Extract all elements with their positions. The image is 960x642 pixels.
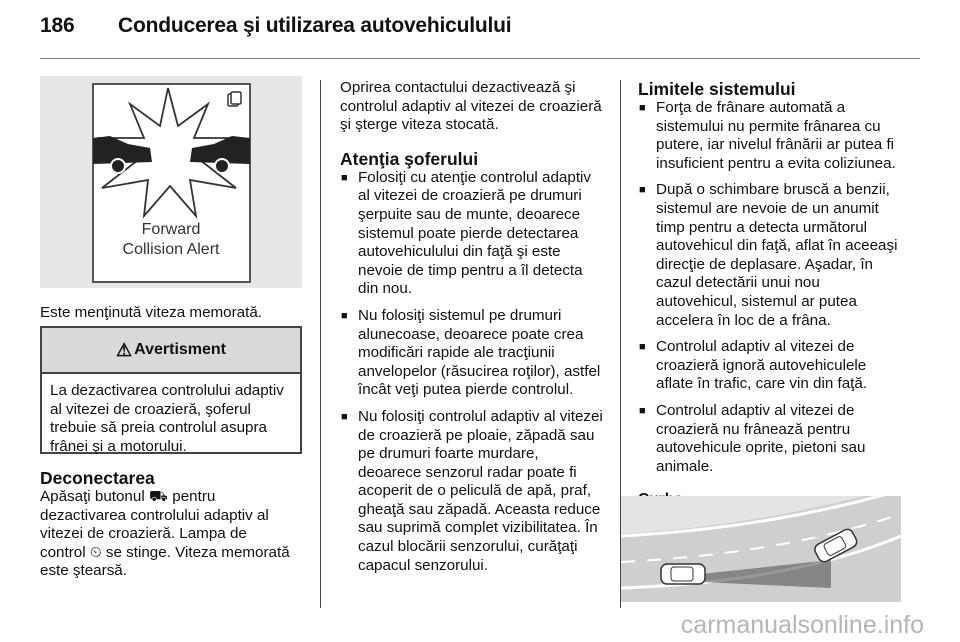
- disconnect-line5: este ştearsă.: [40, 562, 127, 580]
- cruise-button-icon: ⛟: [148, 488, 169, 505]
- page-header: [40, 14, 511, 38]
- own-car-icon: [661, 564, 705, 584]
- control-lamp-icon: ⏲: [89, 543, 102, 561]
- figure-caption-line2: Collision Alert: [122, 241, 220, 258]
- left-column-text: [40, 304, 310, 323]
- figure-caption-line1: Forward: [141, 221, 201, 238]
- disconnect-section: [40, 468, 310, 581]
- warning-body: La dezactivarea controlului adaptiv al vitezei de croazieră, şoferul trebuie să preia controlul asupra frânei şi a motorului.: [50, 382, 284, 455]
- list-item: ■ Controlul adaptiv al vitezei de croazieră ignoră autovehiculele aflate în trafic, care vin din faţă.: [638, 338, 903, 394]
- middle-column: [340, 79, 605, 583]
- curved-road-illustration: [621, 496, 901, 602]
- collision-alert-illustration: [40, 76, 302, 288]
- disconnect-heading: Deconectarea: [40, 468, 155, 488]
- page-number: 186: [40, 14, 75, 37]
- list-item: ■ Controlul adaptiv al vitezei de croazieră nu frânează pentru autovehicule oprite, pietoni sau animale.: [638, 402, 903, 476]
- header-rule: [40, 58, 920, 59]
- warning-icon: ⚠: [115, 339, 133, 360]
- disconnect-line1: Apăsaţi butonul ⛟ pentru: [40, 488, 216, 505]
- list-item: ■ După o schimbare bruscă a benzii, sistemul are nevoie de un anumit timp pentru a detecta următorul autovehicul din faţă, aflat în aceeaşi direcţie de deplasare. Aşadar, în cazul detectării unui nou autovehicul, sistemul ar putea accelera în loc de a frâna.: [638, 181, 903, 330]
- system-limits-list: [638, 99, 903, 476]
- curves-figure: [621, 496, 901, 602]
- column-divider-1: [320, 80, 321, 608]
- list-item: ■ Nu folosiţi controlul adaptiv al vitezei de croazieră pe ploaie, zăpadă sau pe drumuri foarte murdare, deoarece senzorul radar poate fi acoperit de o peliculă de apă, praf, gheaţă sau zăpadă. Aceasta reduce sau suprimă complet vizibilitatea. În cazul blocării senzorului, curăţaţi capacul senzorului.: [340, 408, 605, 575]
- forward-collision-alert-figure: [40, 76, 302, 288]
- list-item: ■ Nu folosiţi sistemul pe drumuri alunecoase, deoarece poate crea modificări rapide ale tracţiunii anvelopelor (răsucirea roţilor), astfel încât veţi putea pierde controlul.: [340, 307, 605, 400]
- driver-attention-heading: Atenţia şoferului: [340, 148, 479, 169]
- driver-attention-list: [340, 169, 605, 575]
- right-column: [638, 79, 903, 510]
- page-title: Conducerea şi utilizarea autovehiculului: [118, 14, 512, 37]
- warning-heading: Avertisment: [134, 341, 227, 358]
- system-limits-heading: Limitele sistemului: [638, 79, 796, 99]
- list-item: ■ Forţa de frânare automată a sistemului nu permite frânarea cu putere, iar nivelul frânării ar putea fi insuficient pentru a evita coliziunea.: [638, 99, 903, 173]
- disconnect-line2: dezactivarea controlului adaptiv al: [40, 506, 269, 524]
- ignition-off-text: Oprirea contactului dezactivează şi controlul adaptiv al vitezei de croazieră şi şterge viteza stocată.: [340, 79, 602, 134]
- disconnect-line3: vitezei de croazieră. Lampa de: [40, 525, 247, 543]
- list-item: ■ Folosiţi cu atenţie controlul adaptiv al vitezei de croazieră pe drumuri şerpuite sau de munte, deoarece sistemul poate pierde detectarea autovehiculului din faţă şi este nevoie de timp pentru a îl detecta din nou.: [340, 169, 605, 299]
- stored-speed-text: Este menţinută viteza memorată.: [40, 304, 263, 321]
- warning-header: [42, 328, 300, 374]
- disconnect-line4: control ⏲ se stinge. Viteza memorată: [40, 543, 290, 561]
- warning-box: [40, 326, 302, 454]
- watermark: carmanualsonline.info: [680, 611, 924, 639]
